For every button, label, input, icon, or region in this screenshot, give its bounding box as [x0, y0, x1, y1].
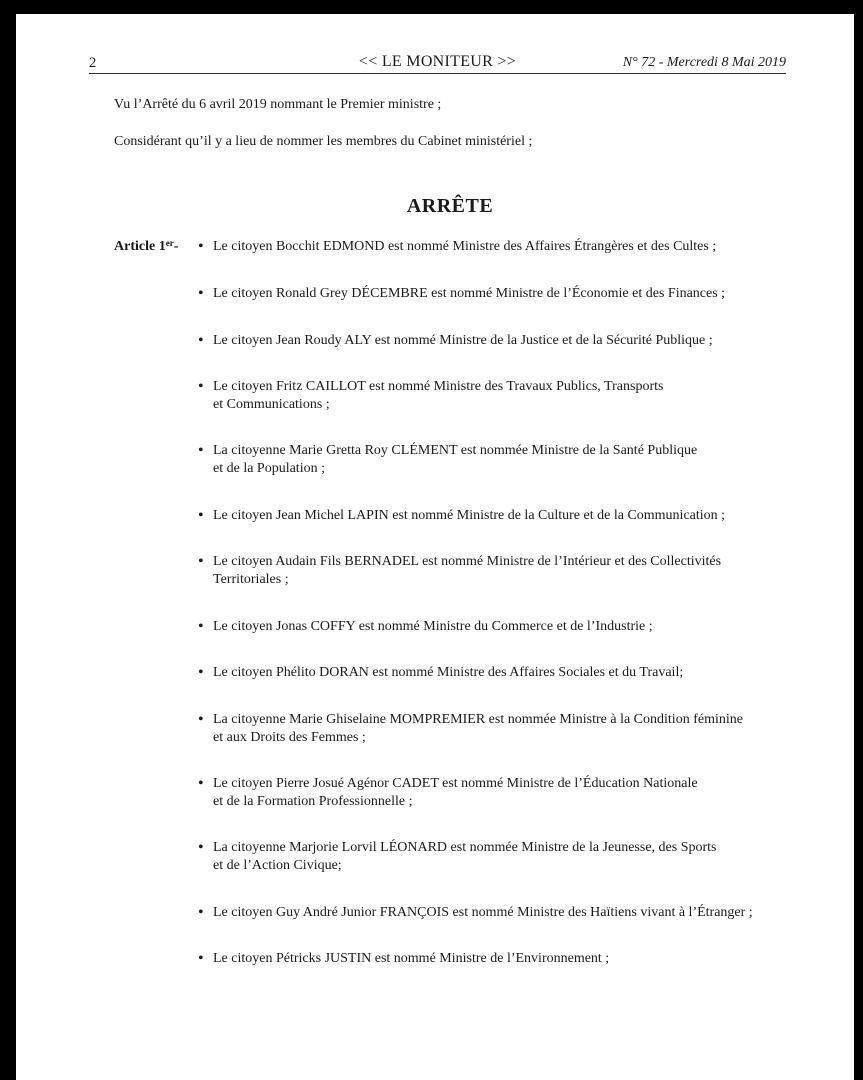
page-header: [89, 53, 786, 74]
bullet-icon: •: [198, 285, 204, 302]
list-item: [198, 553, 798, 589]
list-item-text: Le citoyen Guy André Junior FRANÇOIS est nommé Ministre des Haïtiens vivant à l’Étranger ;: [213, 905, 753, 920]
bullet-icon: •: [198, 904, 204, 921]
list-item-text: Le citoyen Jonas COFFY est nommé Ministre du Commerce et de l’Industrie ;: [213, 619, 653, 634]
list-item-text: La citoyenne Marjorie Lorvil LÉONARD est nommée Ministre de la Jeunesse, des Sports et de l’Action Civique;: [213, 840, 717, 873]
list-item-text: Le citoyen Audain Fils BERNADEL est nommé Ministre de l’Intérieur et des Collectivités Territoriales ;: [213, 554, 722, 587]
list-item: [198, 618, 798, 636]
bullet-icon: •: [198, 775, 204, 792]
bullet-icon: •: [198, 618, 204, 635]
list-item-text: Le citoyen Jean Roudy ALY est nommé Ministre de la Justice et de la Sécurité Publique ;: [213, 333, 713, 348]
list-item-text: Le citoyen Pierre Josué Agénor CADET est nommé Ministre de l’Éducation Nationale et de la Formation Professionnelle ;: [213, 776, 698, 809]
preamble-paragraph: Vu l’Arrêté du 6 avril 2019 nommant le Premier ministre ;: [114, 97, 442, 112]
bullet-icon: •: [198, 950, 204, 967]
preamble-paragraph: Considérant qu’il y a lieu de nommer les membres du Cabinet ministériel ;: [114, 134, 533, 149]
list-item-text: Le citoyen Fritz CAILLOT est nommé Ministre des Travaux Publics, Transports et Communications ;: [213, 379, 664, 412]
list-item: [198, 904, 798, 922]
bullet-icon: •: [198, 378, 204, 395]
list-item-text: Le citoyen Pétricks JUSTIN est nommé Ministre de l’Environnement ;: [213, 951, 610, 966]
list-item: [198, 839, 798, 875]
bullet-icon: •: [198, 664, 204, 681]
list-item: [198, 950, 798, 968]
issue-info: N° 72 - Mercredi 8 Mai 2019: [622, 55, 786, 70]
bullet-icon: •: [198, 332, 204, 349]
list-item: [198, 332, 798, 350]
decree-heading: ARRÊTE: [406, 195, 494, 217]
photo-frame-top: [0, 0, 863, 14]
list-item: [198, 285, 798, 303]
list-item: [198, 711, 798, 747]
article-label: Article 1er-: [114, 238, 179, 254]
list-item-text: La citoyenne Marie Gretta Roy CLÉMENT est nommée Ministre de la Santé Publique et de la Population ;: [213, 443, 698, 476]
bullet-icon: •: [198, 238, 204, 255]
list-item: [198, 507, 798, 525]
photo-frame-left: [0, 0, 16, 1080]
bullet-icon: •: [198, 507, 204, 524]
bullet-icon: •: [198, 839, 204, 856]
bullet-icon: •: [198, 442, 204, 459]
page-number: 2: [89, 55, 97, 71]
list-item-text: Le citoyen Phélito DORAN est nommé Ministre des Affaires Sociales et du Travail;: [213, 665, 684, 680]
bullet-icon: •: [198, 711, 204, 728]
list-item: [198, 664, 798, 682]
list-item: [198, 378, 798, 414]
list-item-text: La citoyenne Marie Ghiselaine MOMPREMIER est nommée Ministre à la Condition féminine et aux Droits des Femmes ;: [213, 712, 743, 745]
list-item-text: Le citoyen Jean Michel LAPIN est nommé Ministre de la Culture et de la Communication ;: [213, 508, 726, 523]
list-item: [198, 775, 798, 811]
photo-frame-right: [854, 0, 863, 1080]
publication-title: << LE MONITEUR >>: [358, 53, 517, 70]
list-item: [198, 238, 798, 256]
bullet-icon: •: [198, 553, 204, 570]
list-item-text: Le citoyen Bocchit EDMOND est nommé Ministre des Affaires Étrangères et des Cultes ;: [213, 239, 717, 254]
list-item-text: Le citoyen Ronald Grey DÉCEMBRE est nommé Ministre de l’Économie et des Finances ;: [213, 286, 726, 301]
list-item: [198, 442, 798, 478]
